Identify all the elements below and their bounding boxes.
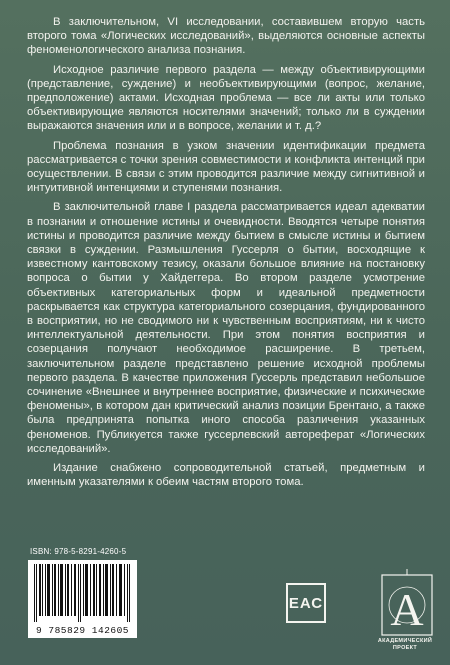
- blurb-paragraph-3: Проблема познания в узком значении идентификации предмета рассматривается с точки зрения совместимости и конфликта интенций при осуществлении. В связи с этим проводится различие между сигнитивной и интуитивной интенциями и ступенями познания.: [27, 139, 425, 195]
- publisher-name-line-1: АКАДЕМИЧЕСКИЙ: [377, 638, 433, 644]
- eac-certification-mark: ЕАС: [286, 583, 326, 623]
- barcode: [28, 560, 137, 638]
- cover-blurb: [27, 15, 425, 495]
- barcode-bars: [34, 564, 131, 622]
- blurb-paragraph-1: В заключительном, VI исследовании, составившем вторую часть второго тома «Логических исследований», выделяются основные аспекты феноменологического анализа познания.: [27, 16, 425, 57]
- blurb-paragraph-2: Исходное различие первого раздела — между объективирующими (представление, суждение) и необъективирующими (вопрос, желание, предположение) актами. Исходная проблема — все ли акты или только объективирующие являются носителями значений; только ли в суждении выражаются значения или и в вопросе, желании и т. д.?: [27, 63, 425, 133]
- publisher-name-line-2: ПРОЕКТ: [392, 645, 418, 651]
- blurb-paragraph-5: Издание снабжено сопроводительной статьей, предметным и именным указателями к обеим частям второго тома.: [27, 462, 425, 489]
- blurb-paragraph-4: В заключительной главе I раздела рассматривается идеал адекватии в познании и отношение истины и очевидности. Вводятся четыре понятия истины и проводится различие между бытием в смысле истины и бытием связки в суждении. Размышления Гуссерля о бытии, восходящие к известному кантовскому тезису, оказали большое влияние на постановку вопроса о бытии у Хайдеггера. Во втором разделе усмотрение объективных категориальных форм и идеальной предметности раскрывается как структура категориального созерцания, фундированного в восприятии, но не сводимого ни к чувственным восприятиям, ни к чисто интеллектуальной деятельности. При этом понятия восприятия и созерцания получают необходимое расширение. В третьем, заключительном разделе представлено решение исходной проблемы первого раздела. В качестве приложения Гуссерль представил небольшое сочинение «Внешнее и внутреннее восприятие, физические и психические феномены», в котором дан критический анализ позиции Брентано, а также была предпринята попытка иного способа различения указанных феноменов. Публикуется также гуссерлевский автореферат «Логических исследований».: [27, 201, 425, 455]
- publisher-logo-letter: A: [390, 584, 424, 635]
- publisher-name: [366, 638, 444, 652]
- isbn-label: ISBN: 978-5-8291-4260-5: [30, 547, 127, 556]
- barcode-digits: 9 785829 142605: [35, 625, 129, 636]
